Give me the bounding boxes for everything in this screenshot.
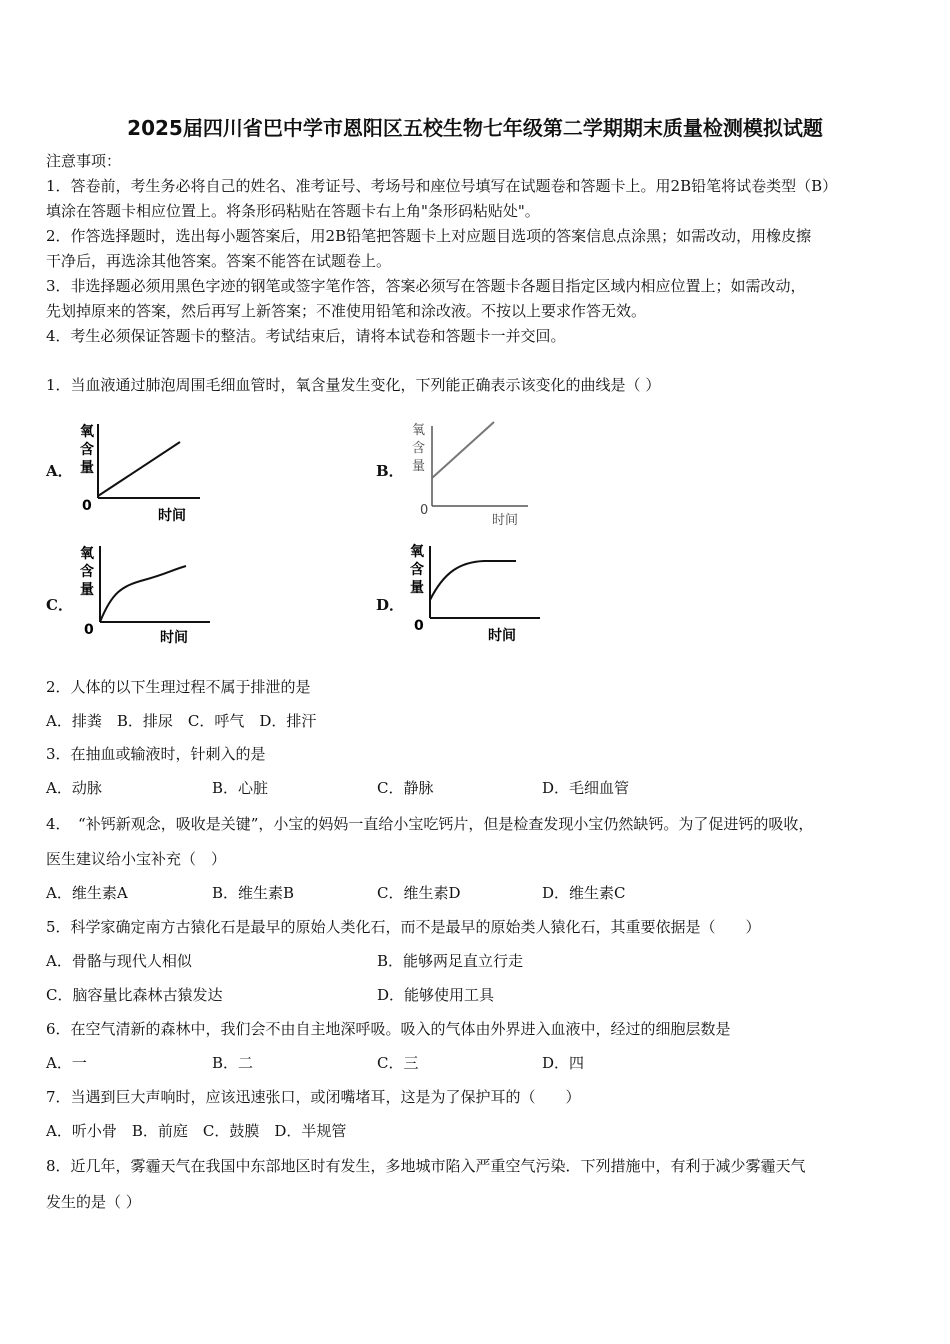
graph-c-origin: 0 bbox=[84, 622, 94, 638]
notice-line-5: 3．非选择题必须用黑色字迹的钢笔或签字笔作答，答案必须写在答题卡各题目指定区域内相应位置上；如需改动， bbox=[46, 277, 806, 295]
graph-a-origin: 0 bbox=[82, 498, 92, 514]
q3-option-b: B．心脏 bbox=[212, 779, 269, 797]
question-1: 1．当血液通过肺泡周围毛细血管时，氧含量发生变化，下列能正确表示该变化的曲线是（ ） bbox=[46, 376, 661, 394]
graph-c-curve bbox=[100, 566, 186, 622]
graph-b-ylabel-2: 含 bbox=[412, 441, 426, 456]
q4-option-b: B．维生素B bbox=[212, 884, 295, 902]
q1-option-c-label: C． bbox=[46, 596, 73, 614]
notice-heading: 注意事项： bbox=[46, 152, 122, 170]
graph-d-curve bbox=[430, 561, 516, 600]
graph-b-origin: 0 bbox=[420, 503, 429, 518]
q5-option-b: B．能够两足直立行走 bbox=[377, 952, 524, 970]
q3-option-c: C．静脉 bbox=[377, 779, 434, 797]
q2-options: A．排粪 B．排尿 C．呼气 D．排汗 bbox=[46, 712, 317, 730]
q6-option-a: A．一 bbox=[46, 1054, 87, 1072]
graph-d-ylabel-1: 氧 bbox=[410, 544, 424, 560]
graph-c-xlabel: 时间 bbox=[160, 630, 188, 646]
graph-b-xlabel: 时间 bbox=[492, 513, 519, 528]
notice-line-4: 干净后，再选涂其他答案。答案不能答在试题卷上。 bbox=[46, 252, 392, 270]
graph-b bbox=[402, 418, 532, 530]
question-8-line-1: 8．近几年，雾霾天气在我国中东部地区时有发生，多地城市陷入严重空气污染．下列措施中，有利于减少雾霾天气 bbox=[46, 1157, 806, 1175]
graph-a-ylabel-2: 含 bbox=[80, 442, 94, 458]
question-7: 7．当遇到巨大声响时，应该迅速张口，或闭嘴堵耳，这是为了保护耳的（ ） bbox=[46, 1088, 581, 1106]
question-2: 2．人体的以下生理过程不属于排泄的是 bbox=[46, 678, 311, 696]
graph-a-ylabel-1: 氧 bbox=[80, 424, 94, 440]
question-3: 3．在抽血或输液时，针刺入的是 bbox=[46, 745, 266, 763]
q1-option-d-label: D． bbox=[376, 596, 405, 614]
graph-d-xlabel: 时间 bbox=[488, 628, 516, 644]
graph-b-ylabel-1: 氧 bbox=[412, 423, 426, 438]
q4-option-c: C．维生素D bbox=[377, 884, 461, 902]
graph-a-curve bbox=[98, 442, 180, 496]
graph-d-ylabel-2: 含 bbox=[410, 562, 424, 578]
graph-d-origin: 0 bbox=[414, 618, 424, 634]
graph-c bbox=[72, 542, 212, 650]
question-5: 5．科学家确定南方古猿化石是最早的原始人类化石，而不是最早的原始类人猿化石，其重要依据是（ ） bbox=[46, 918, 761, 936]
graph-a-xlabel: 时间 bbox=[158, 508, 186, 524]
graph-d-ylabel-3: 量 bbox=[410, 580, 424, 596]
question-4-line-2: 医生建议给小宝补充（ ） bbox=[46, 850, 227, 868]
q6-option-c: C．三 bbox=[377, 1054, 419, 1072]
exam-title: 2025届四川省巴中学市恩阳区五校生物七年级第二学期期末质量检测模拟试题 bbox=[127, 116, 823, 140]
question-8-line-2: 发生的是（ ） bbox=[46, 1193, 141, 1211]
q5-option-a: A．骨骼与现代人相似 bbox=[46, 952, 192, 970]
q3-option-d: D．毛细血管 bbox=[542, 779, 630, 797]
graph-c-ylabel-3: 量 bbox=[80, 582, 94, 598]
q5-option-d: D．能够使用工具 bbox=[377, 986, 495, 1004]
q6-option-d: D．四 bbox=[542, 1054, 585, 1072]
notice-line-2: 填涂在答题卡相应位置上。将条形码粘贴在答题卡右上角"条形码粘贴处"。 bbox=[46, 202, 540, 220]
graph-a-ylabel-3: 量 bbox=[80, 460, 94, 476]
graph-b-ylabel-3: 量 bbox=[412, 459, 426, 474]
q1-option-b-label: B． bbox=[376, 462, 404, 480]
notice-line-3: 2．作答选择题时，选出每小题答案后，用2B铅笔把答题卡上对应题目选项的答案信息点涂黑；如需改动，用橡皮擦 bbox=[46, 227, 812, 245]
q4-option-a: A．维生素A bbox=[46, 884, 128, 902]
q5-option-c: C．脑容量比森林古猿发达 bbox=[46, 986, 223, 1004]
notice-line-1: 1．答卷前，考生务必将自己的姓名、准考证号、考场号和座位号填写在试题卷和答题卡上。用2B铅笔将试卷类型（B） bbox=[46, 177, 838, 195]
graph-d bbox=[404, 542, 544, 650]
graph-a bbox=[72, 418, 202, 528]
q3-option-a: A．动脉 bbox=[46, 779, 102, 797]
q4-option-d: D．维生素C bbox=[542, 884, 626, 902]
q6-option-b: B．二 bbox=[212, 1054, 254, 1072]
graph-c-ylabel-1: 氧 bbox=[80, 546, 94, 562]
question-6: 6．在空气清新的森林中，我们会不由自主地深呼吸。吸入的气体由外界进入血液中，经过的细胞层数是 bbox=[46, 1020, 731, 1038]
question-4-line-1: 4． “补钙新观念，吸收是关键”，小宝的妈妈一直给小宝吃钙片，但是检查发现小宝仍然缺钙。为了促进钙的吸收， bbox=[46, 815, 814, 833]
graph-c-ylabel-2: 含 bbox=[80, 564, 94, 580]
q7-options: A．听小骨 B．前庭 C．鼓膜 D．半规管 bbox=[46, 1122, 347, 1140]
notice-line-6: 先划掉原来的答案，然后再写上新答案；不准使用铅笔和涂改液。不按以上要求作答无效。 bbox=[46, 302, 647, 320]
graph-b-curve bbox=[432, 422, 494, 478]
q1-option-a-label: A． bbox=[46, 462, 73, 480]
notice-line-7: 4．考生必须保证答题卡的整洁。考试结束后，请将本试卷和答题卡一并交回。 bbox=[46, 327, 566, 345]
